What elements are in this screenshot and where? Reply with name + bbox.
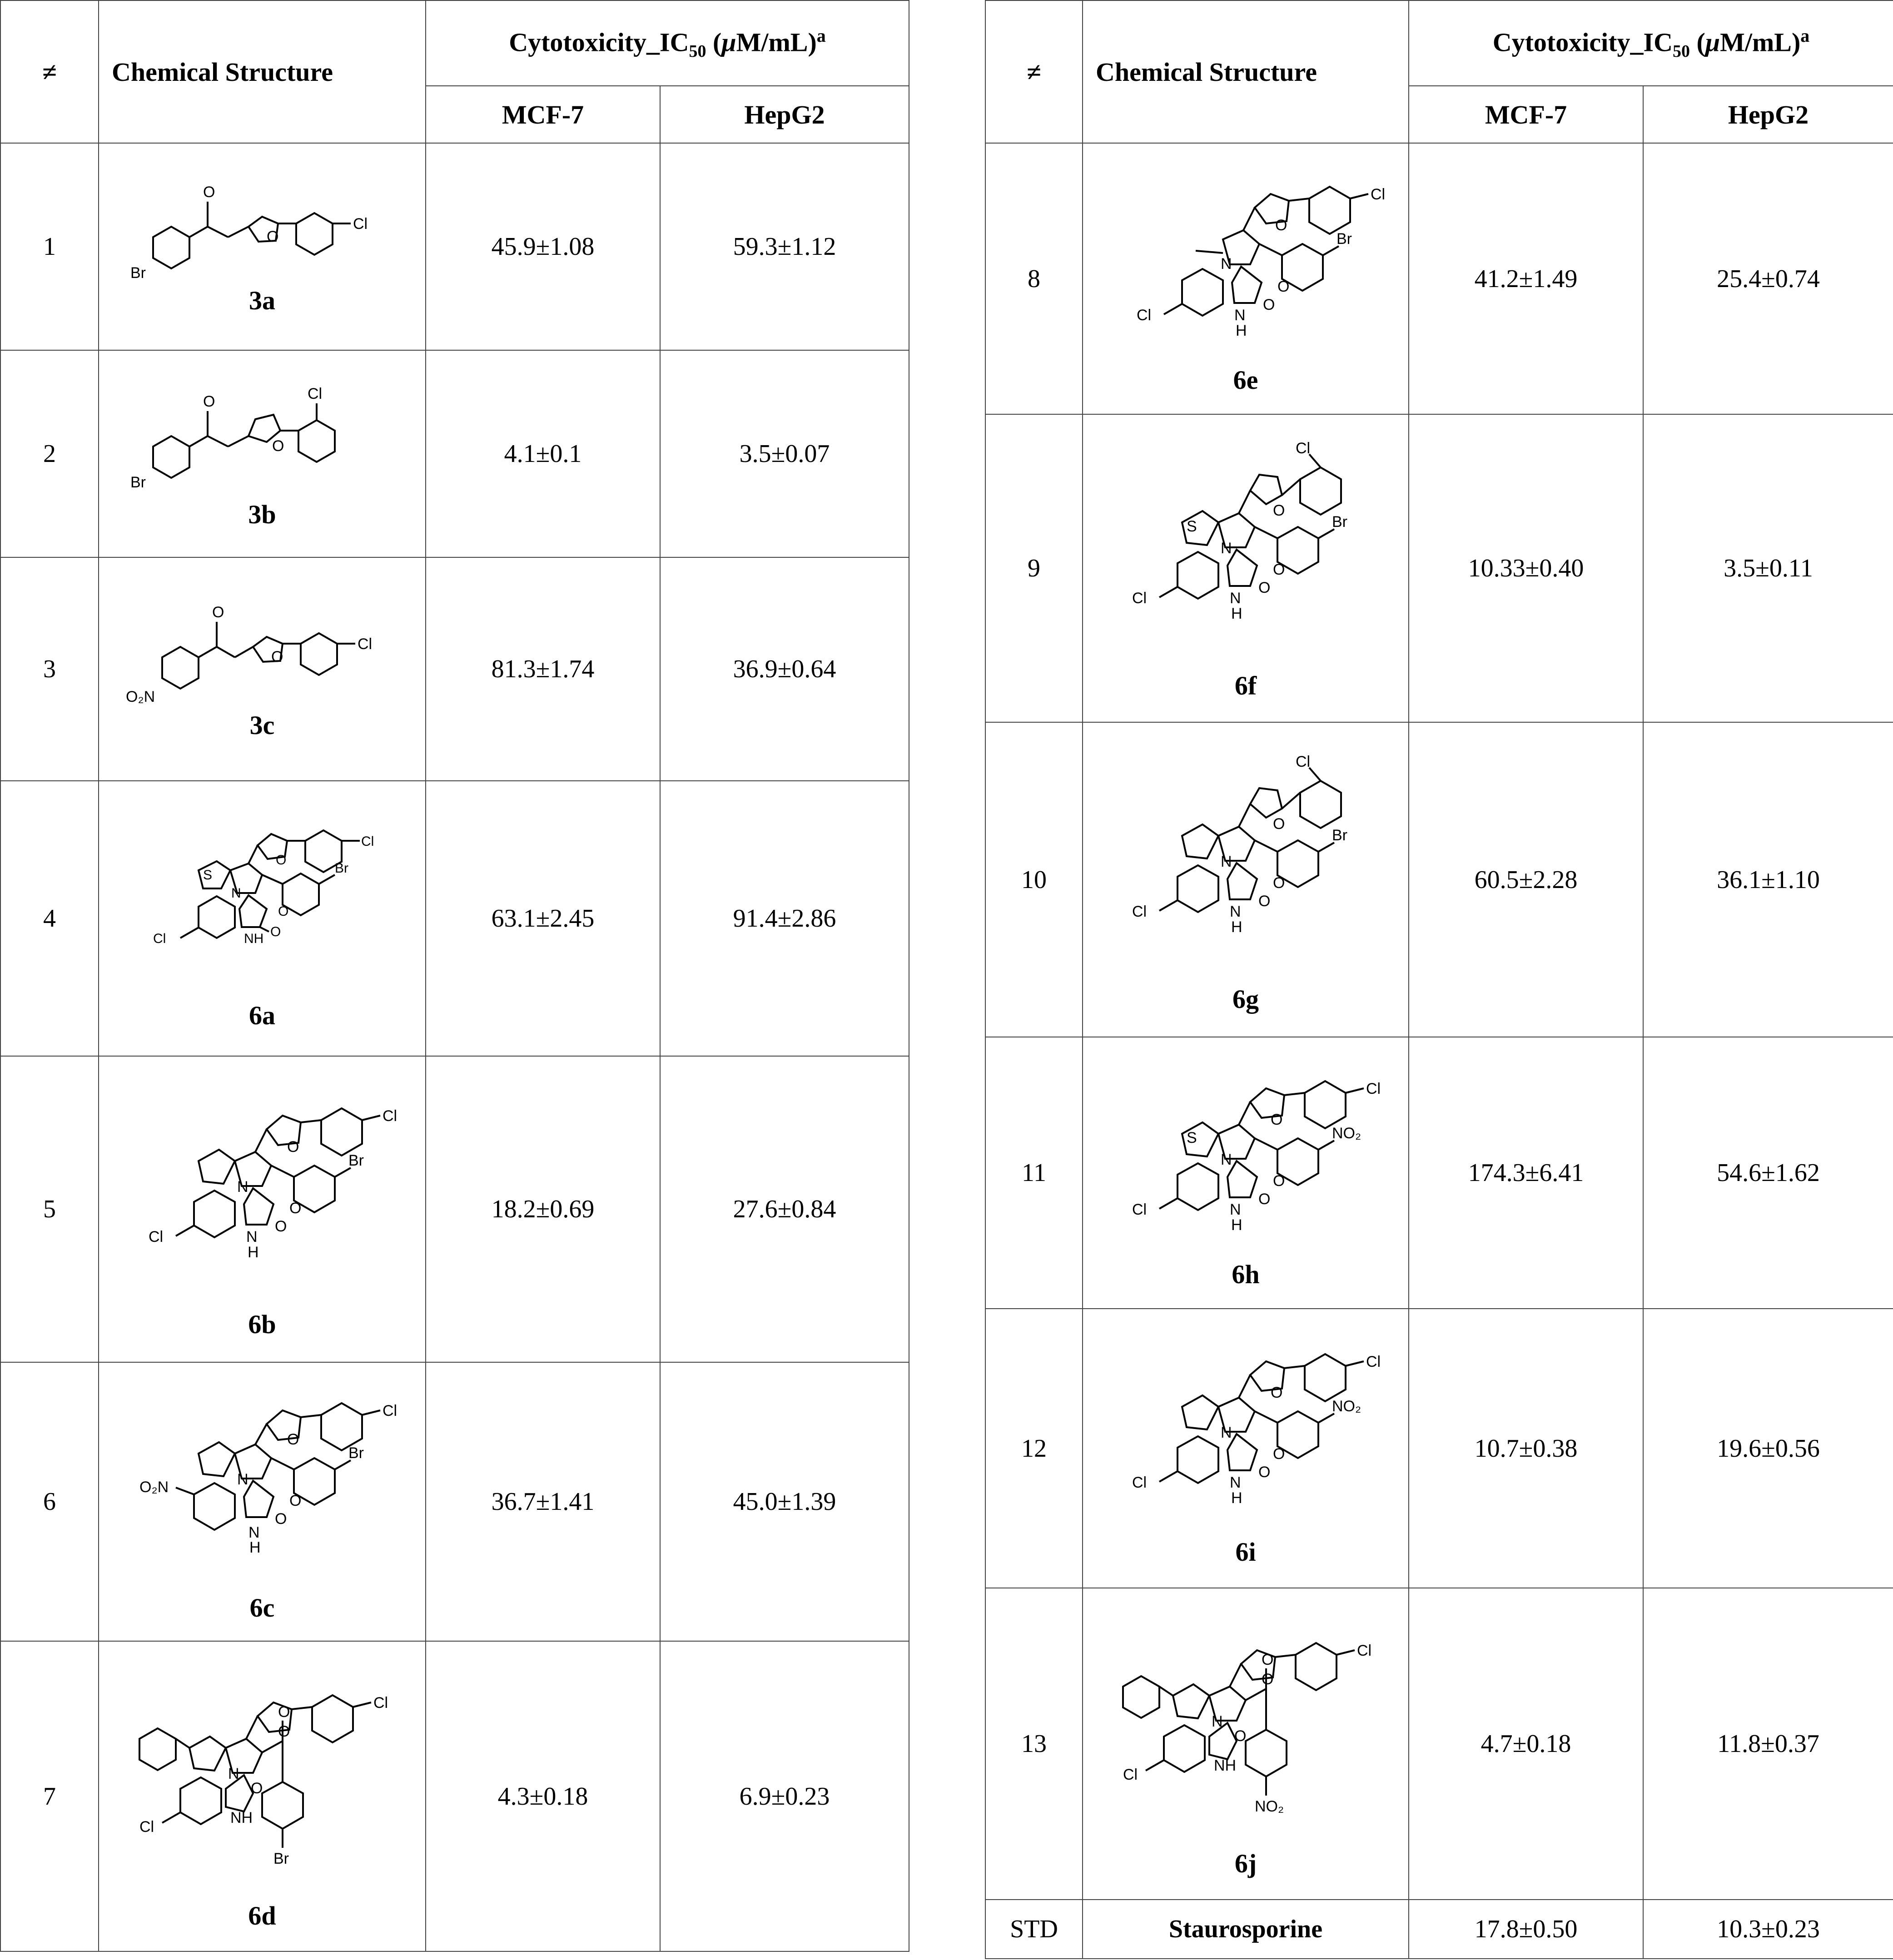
svg-text:O: O: [275, 1510, 287, 1528]
svg-text:H: H: [249, 1538, 261, 1556]
svg-text:O: O: [287, 1138, 299, 1156]
structure-cell: [1083, 1588, 1409, 1900]
row-number: 2: [0, 350, 99, 557]
table-row: [0, 1362, 909, 1641]
svg-text:Cl: Cl: [358, 635, 373, 653]
compound-label: 6b: [248, 1309, 276, 1339]
chemical-structure-6c: [112, 1381, 412, 1590]
compound-label: 6f: [1234, 670, 1257, 700]
svg-text:S: S: [203, 867, 213, 883]
svg-text:N: N: [1230, 1474, 1241, 1491]
table-row: [0, 1056, 909, 1362]
mcf7-value: 4.1±0.1: [426, 350, 660, 557]
svg-text:N: N: [1221, 853, 1232, 870]
svg-text:O: O: [1262, 1651, 1274, 1668]
svg-text:O: O: [271, 648, 283, 665]
structure-cell: [1083, 1309, 1409, 1588]
svg-text:S: S: [1187, 1129, 1197, 1146]
svg-text:Cl: Cl: [1371, 186, 1386, 203]
svg-text:Br: Br: [1337, 230, 1352, 248]
structure-cell: [1083, 414, 1409, 722]
chemical-structure-3c: [112, 598, 412, 707]
svg-text:H: H: [248, 1243, 259, 1261]
chemical-structure-6g: [1096, 745, 1396, 981]
header-number: ≠: [0, 0, 99, 143]
standard-compound-name: Staurosporine: [1083, 1900, 1409, 1959]
structure-cell: [1083, 1037, 1409, 1309]
hepg2-value: 59.3±1.12: [660, 143, 909, 350]
table-row: [0, 350, 909, 557]
structure-cell: [99, 557, 426, 781]
row-number: STD: [985, 1900, 1083, 1959]
table-row-standard: [985, 1900, 1893, 1959]
hepg2-value: 3.5±0.11: [1643, 414, 1893, 722]
svg-text:Cl: Cl: [1132, 1474, 1147, 1491]
table-row: [0, 781, 909, 1056]
chemical-structure-6f: [1096, 436, 1396, 668]
svg-text:N: N: [1221, 1151, 1232, 1168]
svg-text:Cl: Cl: [373, 1694, 388, 1712]
svg-text:N: N: [1221, 1424, 1232, 1441]
svg-text:NH: NH: [244, 931, 264, 946]
row-number: 12: [985, 1309, 1083, 1588]
compound-label: 3b: [248, 499, 276, 529]
svg-text:H: H: [1231, 1216, 1242, 1234]
row-number: 5: [0, 1056, 99, 1362]
compound-label: 3c: [249, 710, 275, 740]
structure-cell: [99, 1641, 426, 1951]
svg-text:O: O: [1273, 1172, 1285, 1190]
svg-text:O: O: [1258, 579, 1271, 596]
svg-text:Cl: Cl: [353, 215, 368, 233]
svg-text:O: O: [1277, 278, 1290, 295]
structure-cell: [99, 143, 426, 350]
structure-cell: [99, 781, 426, 1056]
row-number: 3: [0, 557, 99, 781]
mcf7-value: 18.2±0.69: [426, 1056, 660, 1362]
svg-text:O: O: [1271, 1111, 1283, 1128]
svg-text:O: O: [278, 1703, 290, 1721]
svg-text:Cl: Cl: [1296, 439, 1311, 457]
svg-text:Cl: Cl: [153, 931, 166, 946]
svg-text:O: O: [1273, 501, 1285, 519]
mcf7-value: 36.7±1.41: [426, 1362, 660, 1641]
chemical-structure-6b: [112, 1079, 412, 1306]
svg-text:O: O: [203, 392, 215, 410]
table-row: [985, 414, 1893, 722]
svg-text:Cl: Cl: [139, 1818, 154, 1836]
svg-text:H: H: [1231, 605, 1242, 622]
svg-text:Br: Br: [348, 1444, 364, 1462]
svg-text:Br: Br: [1332, 513, 1347, 531]
chemical-structure-6a: [112, 807, 412, 997]
svg-text:N: N: [1212, 1712, 1223, 1730]
svg-text:O: O: [287, 1430, 299, 1448]
row-number: 1: [0, 143, 99, 350]
svg-text:O: O: [278, 1723, 290, 1740]
chemical-structure-6i: [1096, 1330, 1396, 1534]
row-number: 11: [985, 1037, 1083, 1309]
structure-cell: [99, 1056, 426, 1362]
svg-text:Br: Br: [130, 264, 146, 282]
row-number: 4: [0, 781, 99, 1056]
svg-text:N: N: [237, 1470, 248, 1488]
svg-text:Br: Br: [335, 860, 348, 876]
chemical-structure-3b: [112, 378, 412, 496]
header-cytotoxicity: $Cytotoxicity\_IC_{50}$ $(\mu M/mL)^a$: [426, 0, 909, 86]
svg-text:O: O: [1262, 1670, 1274, 1688]
svg-text:O: O: [1275, 217, 1287, 234]
compound-label: 6g: [1232, 984, 1259, 1014]
svg-text:O: O: [278, 903, 289, 919]
svg-text:N: N: [1230, 589, 1241, 607]
table-row: [985, 1588, 1893, 1900]
row-number: 10: [985, 722, 1083, 1037]
header-number: ≠: [985, 0, 1083, 143]
mcf7-value: 10.7±0.38: [1409, 1309, 1643, 1588]
row-number: 6: [0, 1362, 99, 1641]
svg-text:Cl: Cl: [1132, 1201, 1147, 1218]
svg-text:O: O: [251, 1780, 263, 1797]
mcf7-value: 4.3±0.18: [426, 1641, 660, 1951]
svg-text:O: O: [1258, 893, 1271, 910]
row-number: 13: [985, 1588, 1083, 1900]
svg-text:O: O: [270, 924, 281, 939]
svg-text:Cl: Cl: [1132, 589, 1147, 607]
svg-text:Cl: Cl: [1132, 903, 1147, 920]
mcf7-value: 17.8±0.50: [1409, 1900, 1643, 1959]
header-cytotoxicity: $Cytotoxicity\_IC_{50}$ $(\mu M/mL)^a$: [1409, 0, 1893, 86]
svg-text:NH: NH: [230, 1809, 253, 1826]
hepg2-value: 45.0±1.39: [660, 1362, 909, 1641]
header-mcf7: MCF-7: [426, 86, 660, 143]
table-row: [0, 143, 909, 350]
svg-text:Cl: Cl: [149, 1228, 164, 1245]
chemical-structure-6j: [1096, 1609, 1396, 1846]
svg-text:Cl: Cl: [383, 1107, 397, 1125]
table-row: [0, 557, 909, 781]
svg-text:Cl: Cl: [1357, 1642, 1372, 1659]
svg-text:O₂N: O₂N: [139, 1478, 169, 1496]
svg-text:O: O: [1273, 815, 1285, 833]
chemical-structure-6h: [1096, 1057, 1396, 1256]
compound-label: 6a: [249, 1000, 275, 1030]
svg-text:N: N: [1221, 255, 1232, 273]
mcf7-value: 174.3±6.41: [1409, 1037, 1643, 1309]
svg-text:O: O: [272, 437, 284, 455]
compound-label: 6d: [248, 1901, 276, 1930]
header-hepg2: HepG2: [1643, 86, 1893, 143]
svg-text:O: O: [1258, 1464, 1271, 1481]
structure-cell: [99, 350, 426, 557]
hepg2-value: 91.4±2.86: [660, 781, 909, 1056]
svg-text:Br: Br: [348, 1151, 364, 1169]
svg-text:Cl: Cl: [1366, 1080, 1381, 1097]
svg-text:Cl: Cl: [308, 385, 323, 402]
svg-text:NO₂: NO₂: [1332, 1398, 1361, 1415]
structure-cell: [99, 1362, 426, 1641]
svg-text:H: H: [1231, 918, 1242, 936]
svg-text:N: N: [237, 1178, 248, 1196]
table-row: [985, 1037, 1893, 1309]
svg-text:N: N: [1221, 539, 1232, 557]
svg-text:N: N: [1234, 307, 1246, 324]
structure-cell: [1083, 143, 1409, 414]
svg-text:Cl: Cl: [1296, 753, 1311, 770]
mcf7-value: 41.2±1.49: [1409, 143, 1643, 414]
row-number: 7: [0, 1641, 99, 1951]
mcf7-value: 63.1±2.45: [426, 781, 660, 1056]
svg-text:O: O: [289, 1492, 302, 1509]
header-chemical-structure: Chemical Structure: [1083, 0, 1409, 143]
row-number: 8: [985, 143, 1083, 414]
svg-text:N: N: [231, 885, 241, 901]
svg-text:O: O: [267, 228, 279, 245]
svg-text:O: O: [1273, 1445, 1285, 1463]
row-number: 9: [985, 414, 1083, 722]
hepg2-value: 36.9±0.64: [660, 557, 909, 781]
mcf7-value: 10.33±0.40: [1409, 414, 1643, 722]
svg-text:NO₂: NO₂: [1255, 1797, 1284, 1815]
svg-text:NO₂: NO₂: [1332, 1124, 1361, 1142]
hepg2-value: 19.6±0.56: [1643, 1309, 1893, 1588]
svg-text:O: O: [1273, 561, 1285, 578]
hepg2-value: 25.4±0.74: [1643, 143, 1893, 414]
svg-text:Cl: Cl: [1137, 307, 1152, 324]
table-row: [985, 1309, 1893, 1588]
mcf7-value: 45.9±1.08: [426, 143, 660, 350]
svg-text:H: H: [1236, 322, 1247, 339]
hepg2-value: 10.3±0.23: [1643, 1900, 1893, 1959]
table-row: [985, 143, 1893, 414]
compound-label: 6j: [1234, 1848, 1257, 1878]
header-hepg2: HepG2: [660, 86, 909, 143]
compound-label: 6h: [1232, 1259, 1260, 1289]
chemical-structure-3a: [112, 178, 412, 283]
svg-text:H: H: [1231, 1489, 1242, 1507]
svg-text:NH: NH: [1214, 1757, 1237, 1774]
svg-text:O: O: [276, 852, 287, 868]
svg-text:Cl: Cl: [1123, 1766, 1138, 1783]
svg-text:O: O: [1258, 1190, 1271, 1208]
svg-text:Br: Br: [1332, 827, 1347, 844]
svg-text:N: N: [246, 1228, 258, 1245]
svg-text:Br: Br: [130, 473, 146, 491]
svg-text:S: S: [1187, 517, 1197, 535]
svg-text:N: N: [1230, 903, 1241, 920]
header-mcf7: MCF-7: [1409, 86, 1643, 143]
svg-text:O: O: [275, 1217, 287, 1235]
table-row: [985, 722, 1893, 1037]
compound-label: 3a: [249, 285, 275, 315]
svg-text:Cl: Cl: [1366, 1353, 1381, 1370]
svg-text:O: O: [289, 1199, 302, 1217]
compound-label: 6e: [1233, 365, 1258, 395]
mcf7-value: 60.5±2.28: [1409, 722, 1643, 1037]
svg-text:O: O: [1234, 1727, 1247, 1745]
svg-text:O₂N: O₂N: [126, 688, 155, 705]
chemical-structure-6d: [112, 1662, 412, 1898]
hepg2-value: 36.1±1.10: [1643, 722, 1893, 1037]
svg-text:N: N: [1230, 1201, 1241, 1218]
compound-label: 6c: [249, 1593, 275, 1623]
cytotoxicity-table-right: [985, 0, 1893, 1959]
svg-text:O: O: [1263, 296, 1275, 313]
hepg2-value: 27.6±0.84: [660, 1056, 909, 1362]
chemical-structure-6e: [1096, 162, 1396, 362]
svg-text:Br: Br: [273, 1850, 289, 1867]
svg-text:O: O: [203, 183, 215, 201]
mcf7-value: 4.7±0.18: [1409, 1588, 1643, 1900]
svg-text:Cl: Cl: [361, 834, 374, 849]
hepg2-value: 6.9±0.23: [660, 1641, 909, 1951]
svg-text:O: O: [1271, 1384, 1283, 1401]
table-row: [0, 1641, 909, 1951]
hepg2-value: 3.5±0.07: [660, 350, 909, 557]
svg-text:O: O: [212, 603, 224, 621]
hepg2-value: 11.8±0.37: [1643, 1588, 1893, 1900]
hepg2-value: 54.6±1.62: [1643, 1037, 1893, 1309]
compound-label: 6i: [1235, 1537, 1256, 1567]
header-chemical-structure: Chemical Structure: [99, 0, 426, 143]
svg-text:Cl: Cl: [383, 1402, 397, 1419]
svg-text:O: O: [1273, 874, 1285, 892]
mcf7-value: 81.3±1.74: [426, 557, 660, 781]
cytotoxicity-table-left: [0, 0, 909, 1952]
svg-text:N: N: [248, 1523, 260, 1541]
structure-cell: [1083, 722, 1409, 1037]
svg-text:N: N: [228, 1765, 239, 1782]
